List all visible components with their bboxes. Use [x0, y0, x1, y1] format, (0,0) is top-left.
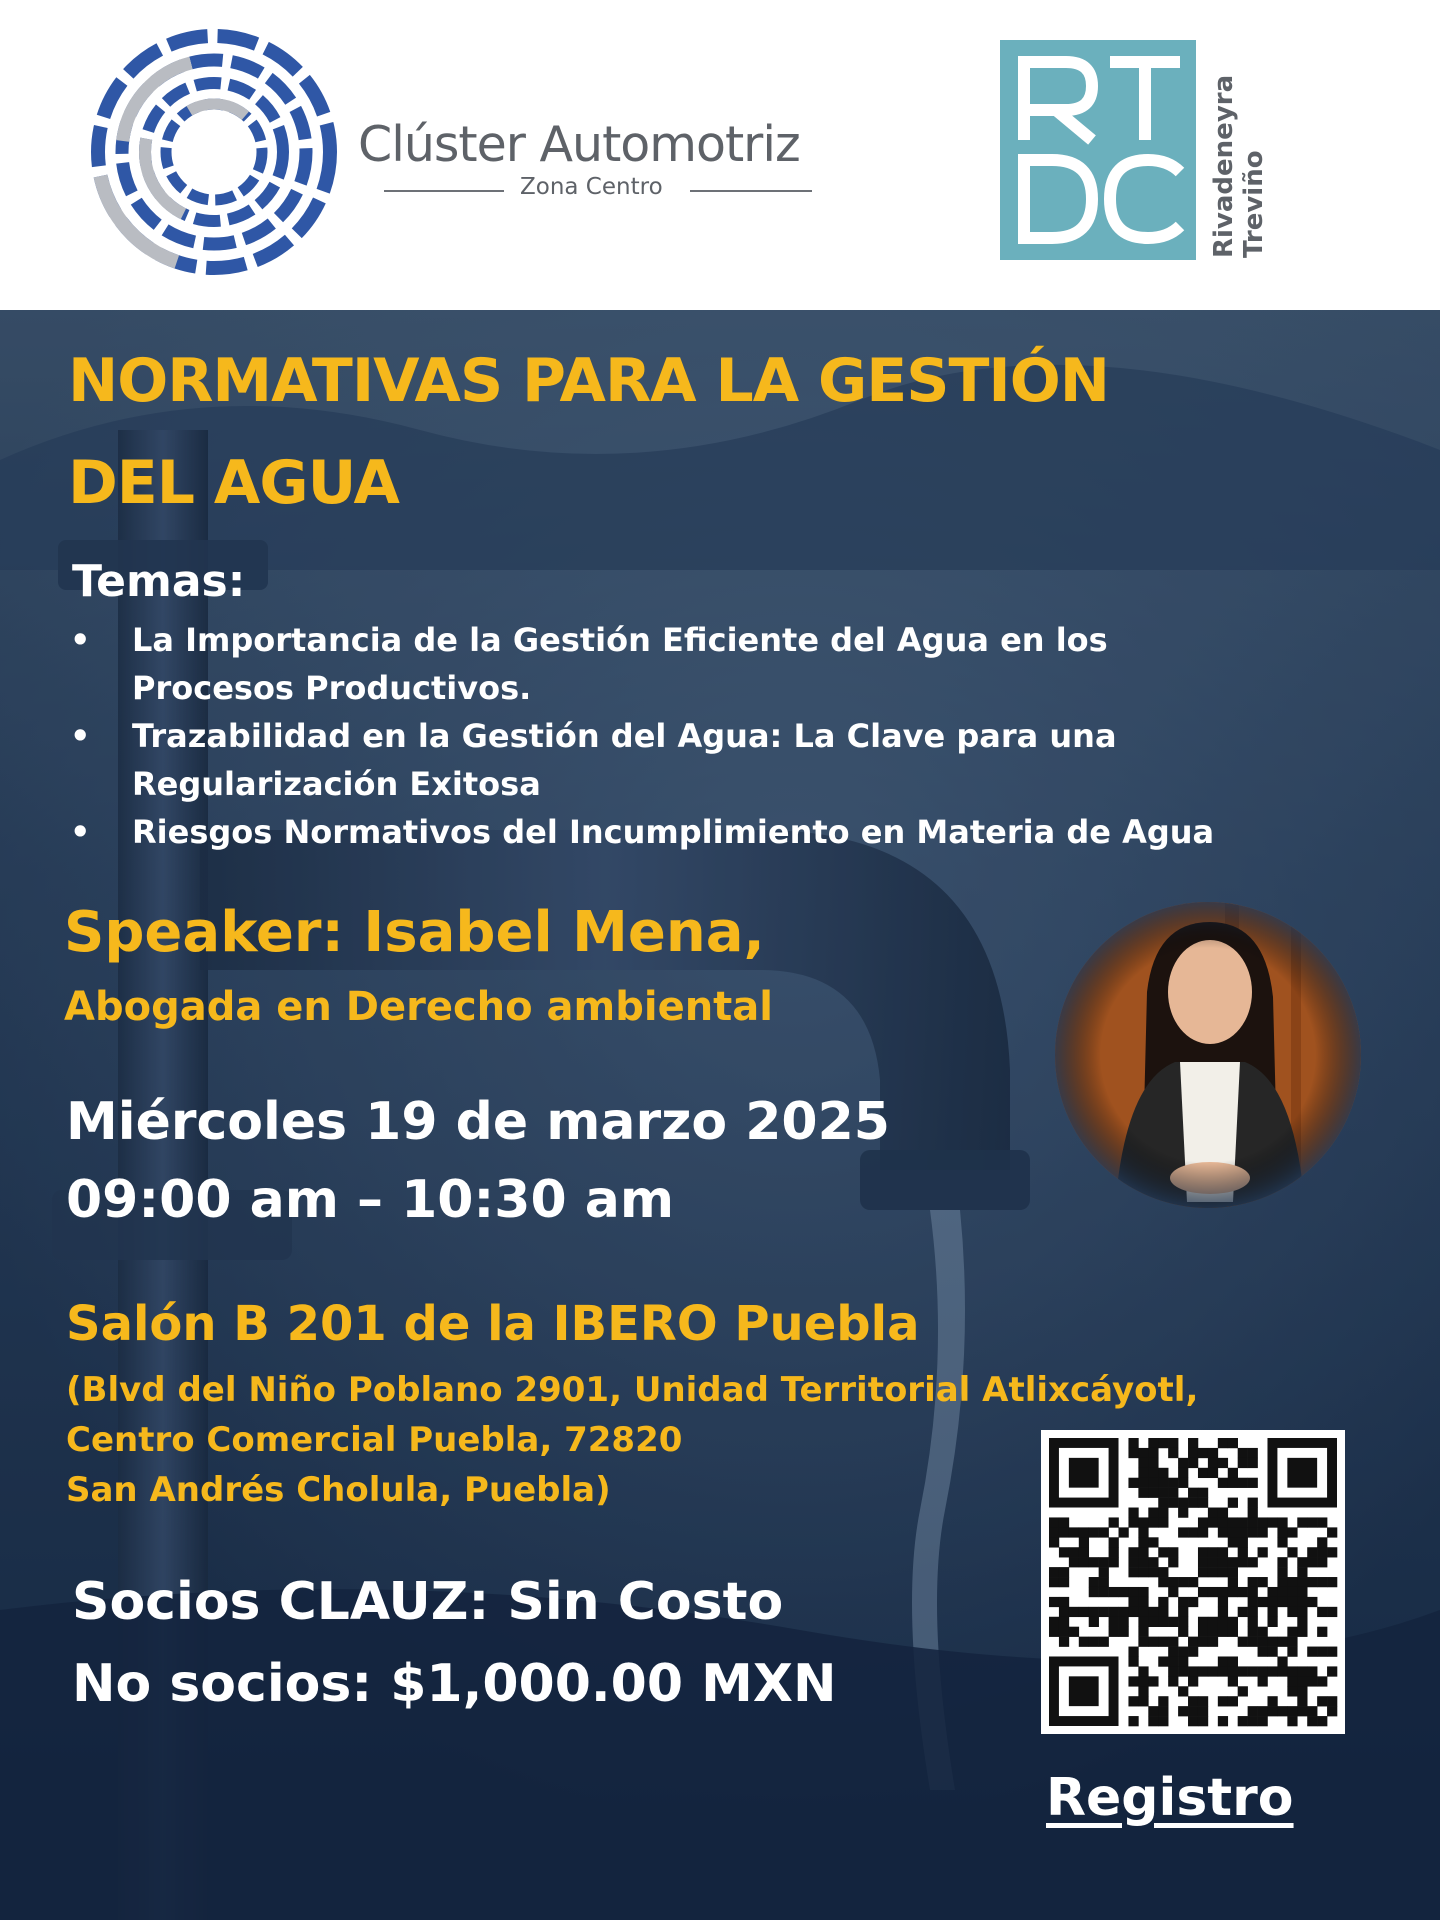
- list-item: [70, 616, 1370, 712]
- bullet-icon: •: [70, 621, 91, 659]
- title-line-2: DEL AGUA: [68, 448, 399, 518]
- topic-line: Regularización Exitosa: [132, 765, 541, 803]
- cluster-logo-icon: [88, 26, 340, 278]
- cluster-sub-divider-left: [384, 190, 504, 192]
- topic-line: La Importancia de la Gestión Eficiente del Agua en los: [132, 621, 1108, 659]
- venue-address-line: San Andrés Cholula, Puebla): [66, 1470, 611, 1510]
- rt-name-line2: Treviño: [1239, 150, 1269, 258]
- rtdc-logo-icon: [1000, 40, 1196, 260]
- topics-list: [70, 616, 1370, 856]
- non-members-price: No socios: $1,000.00 MXN: [72, 1654, 837, 1714]
- venue-name: Salón B 201 de la IBERO Puebla: [66, 1296, 920, 1352]
- rt-vertical-name: [1204, 40, 1274, 260]
- list-item: [70, 712, 1370, 808]
- list-item: [70, 808, 1370, 856]
- cluster-name: Clúster Automotriz: [358, 116, 800, 173]
- topic-line: Riesgos Normativos del Incumplimiento en Materia de Agua: [132, 813, 1215, 851]
- header-bar: [0, 0, 1440, 310]
- title-line-1: NORMATIVAS PARA LA GESTIÓN: [68, 346, 1109, 416]
- topics-heading: Temas:: [72, 556, 246, 607]
- venue-address-line: Centro Comercial Puebla, 72820: [66, 1420, 683, 1460]
- event-time: 09:00 am – 10:30 am: [66, 1170, 675, 1230]
- topic-line: Trazabilidad en la Gestión del Agua: La Clave para una: [132, 717, 1117, 755]
- cluster-sub-divider-right: [690, 190, 812, 192]
- venue-address-line: (Blvd del Niño Poblano 2901, Unidad Territorial Atlixcáyotl,: [66, 1370, 1199, 1410]
- members-price: Socios CLAUZ: Sin Costo: [72, 1572, 784, 1632]
- event-date: Miércoles 19 de marzo 2025: [66, 1092, 890, 1152]
- bullet-icon: •: [70, 813, 91, 851]
- speaker-role: Abogada en Derecho ambiental: [64, 984, 774, 1030]
- rtdc-logo-letters: RTDC: [1000, 40, 1003, 41]
- bullet-icon: •: [70, 717, 91, 755]
- qr-code-icon[interactable]: [1041, 1430, 1345, 1734]
- topic-line: Procesos Productivos.: [132, 669, 532, 707]
- registro-link[interactable]: Registro: [1046, 1768, 1294, 1828]
- rt-name-line1: Rivadeneyra: [1209, 74, 1239, 258]
- speaker-name: Speaker: Isabel Mena,: [64, 900, 765, 965]
- cluster-subtitle: Zona Centro: [520, 174, 663, 200]
- speaker-photo: [1055, 902, 1361, 1208]
